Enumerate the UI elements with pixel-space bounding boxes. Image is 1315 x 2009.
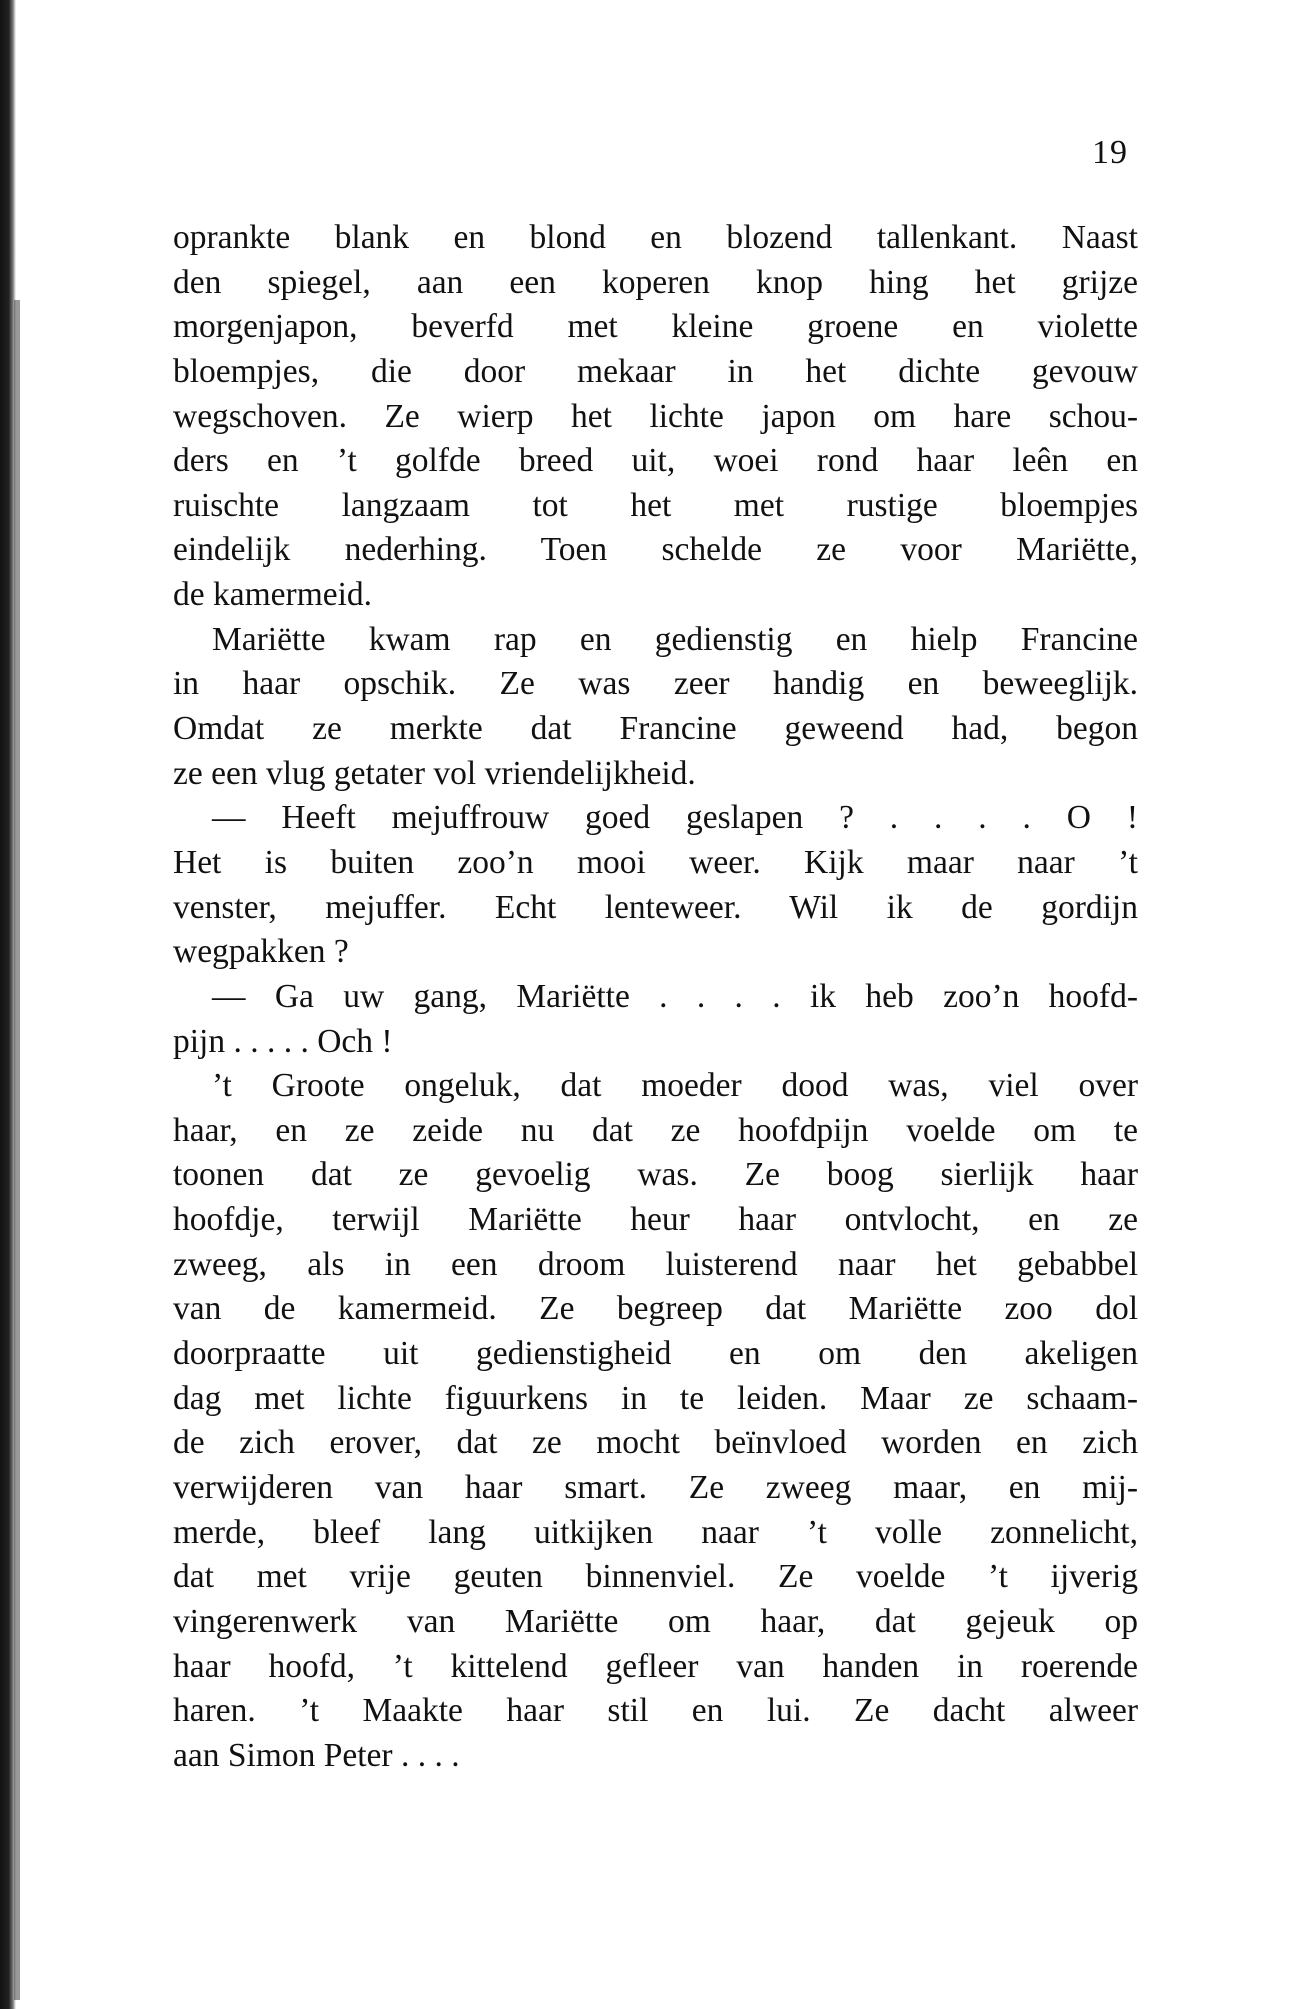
- text-line: haar hoofd, ’t kittelend gefleer van handen in roerende: [173, 1647, 1138, 1685]
- paragraph: [173, 216, 1138, 618]
- paragraph: [173, 975, 1138, 1064]
- text-line: de zich erover, dat ze mocht beïnvloed worden en zich: [173, 1424, 1138, 1462]
- text-line: — Ga uw gang, Mariëtte . . . . ik heb zoo’n hoofd-: [212, 977, 1138, 1015]
- text-line: Het is buiten zoo’n mooi weer. Kijk maar naar ’t: [173, 843, 1138, 881]
- text-line: hoofdje, terwijl Mariëtte heur haar ontvlocht, en ze: [173, 1201, 1138, 1239]
- text-line: venster, mejuffer. Echt lenteweer. Wil ik de gordijn: [173, 888, 1138, 926]
- text-line: vingerenwerk van Mariëtte om haar, dat gejeuk op: [173, 1602, 1138, 1640]
- paragraph: [173, 1064, 1138, 1778]
- text-line: in haar opschik. Ze was zeer handig en beweeglijk.: [173, 665, 1138, 703]
- text-line: dag met lichte figuurkens in te leiden. Maar ze schaam-: [173, 1379, 1138, 1417]
- text-line: bloempjes, die door mekaar in het dichte gevouw: [173, 352, 1138, 390]
- scan-edge-line: [14, 300, 20, 2000]
- text-line: van de kamermeid. Ze begreep dat Mariëtte zoo dol: [173, 1290, 1138, 1328]
- text-line: ze een vlug getater vol vriendelijkheid.: [173, 754, 696, 792]
- paragraph: [173, 618, 1138, 797]
- text-line: toonen dat ze gevoelig was. Ze boog sierlijk haar: [173, 1156, 1138, 1194]
- text-line: haren. ’t Maakte haar stil en lui. Ze dacht alweer: [173, 1692, 1138, 1730]
- text-line: eindelijk nederhing. Toen schelde ze voor Mariëtte,: [173, 531, 1138, 569]
- text-line: wegschoven. Ze wierp het lichte japon om hare schou-: [173, 397, 1138, 435]
- text-line: pijn . . . . . Och !: [173, 1022, 393, 1060]
- text-line: oprankte blank en blond en blozend tallenkant. Naast: [173, 219, 1138, 256]
- text-line: den spiegel, aan een koperen knop hing het grijze: [173, 263, 1138, 301]
- text-line: ders en ’t golfde breed uit, woei rond haar leên en: [173, 442, 1138, 480]
- text-line: Omdat ze merkte dat Francine geweend had, begon: [173, 710, 1138, 748]
- text-line: dat met vrije geuten binnenviel. Ze voelde ’t ijverig: [173, 1558, 1138, 1596]
- body-text: [173, 216, 1138, 1778]
- text-line: aan Simon Peter . . . .: [173, 1736, 460, 1774]
- text-line: — Heeft mejuffrouw goed geslapen ? . . . . O !: [212, 799, 1138, 837]
- page-number: 19: [1092, 134, 1128, 171]
- paragraph: [173, 796, 1138, 975]
- text-line: haar, en ze zeide nu dat ze hoofdpijn voelde om te: [173, 1111, 1138, 1149]
- text-line: wegpakken ?: [173, 933, 349, 971]
- text-line: merde, bleef lang uitkijken naar ’t volle zonnelicht,: [173, 1513, 1138, 1551]
- text-line: de kamermeid.: [173, 576, 373, 614]
- text-line: morgenjapon, beverfd met kleine groene en violette: [173, 308, 1138, 346]
- text-line: doorpraatte uit gedienstigheid en om den akeligen: [173, 1335, 1138, 1373]
- text-line: ’t Groote ongeluk, dat moeder dood was, viel over: [212, 1067, 1138, 1105]
- text-line: ruischte langzaam tot het met rustige bloempjes: [173, 486, 1138, 524]
- text-line: verwijderen van haar smart. Ze zweeg maar, en mij-: [173, 1468, 1138, 1506]
- text-line: zweeg, als in een droom luisterend naar het gebabbel: [173, 1245, 1138, 1283]
- text-line: Mariëtte kwam rap en gedienstig en hielp Francine: [212, 620, 1138, 658]
